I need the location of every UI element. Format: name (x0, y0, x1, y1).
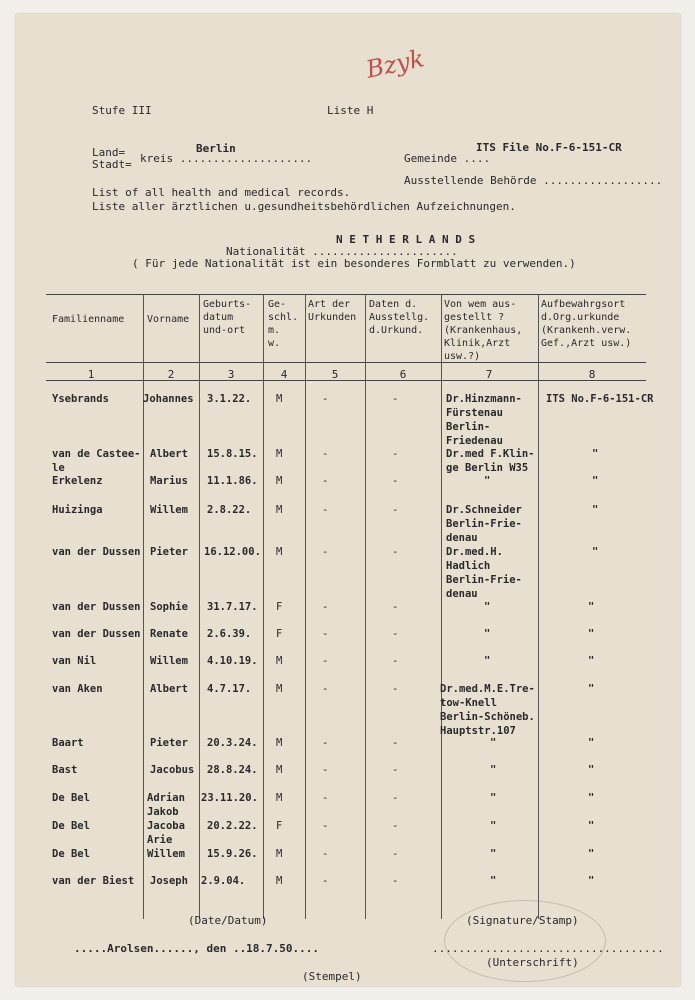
row-daten: - (392, 848, 399, 860)
row-aufbewahrungsort: " (592, 448, 599, 460)
row-geschlecht: M (276, 683, 283, 695)
column-header-geschlecht: Ge- schl. m. w. (268, 299, 299, 349)
stufe-label: Stufe III (92, 104, 152, 117)
row-geburtsdatum: 15.9.26. (207, 848, 258, 860)
row-daten: - (392, 393, 399, 405)
column-number: 5 (331, 368, 339, 381)
row-daten: - (392, 504, 399, 516)
row-aufbewahrungsort: " (588, 764, 595, 776)
column-header-aufbewahrungsort: Aufbewahrgsort d.Org.urkunde (Krankenh.verw. Gef.,Arzt usw.) (541, 299, 632, 349)
table-header-line (46, 362, 646, 363)
row-vorname: Willem (150, 655, 188, 667)
row-daten: - (392, 737, 399, 749)
column-header-vorname: Vorname (147, 314, 190, 325)
nationality-value: N E T H E R L A N D S (336, 233, 476, 246)
row-geburtsdatum: 15.8.15. (207, 448, 258, 460)
row-art: - (322, 504, 329, 516)
row-art: - (322, 820, 329, 832)
row-geschlecht: M (276, 737, 283, 749)
column-divider (263, 294, 264, 919)
city-value: Berlin (196, 142, 236, 155)
column-header-daten: Daten d. Ausstellg. d.Urkund. (369, 299, 430, 336)
handwritten-note: Bzyk (363, 44, 427, 84)
column-header-familienname: Familienname (52, 314, 125, 325)
row-von-wem: " (490, 875, 497, 887)
row-vorname: Willem (150, 504, 188, 516)
row-art: - (322, 875, 329, 887)
row-daten: - (392, 448, 399, 460)
row-daten: - (392, 820, 399, 832)
unterschrift-label: (Unterschrift) (486, 956, 579, 969)
row-geschlecht: F (276, 601, 283, 613)
its-file-number: ITS File No.F-6-151-CR (476, 141, 622, 154)
row-familienname: van der Dussen (52, 601, 141, 613)
row-aufbewahrungsort: " (588, 848, 595, 860)
date-label: (Date/Datum) (188, 914, 268, 927)
table-number-line (46, 380, 646, 381)
row-art: - (322, 393, 329, 405)
stempel-label: (Stempel) (302, 970, 362, 983)
row-familienname: van der Biest (52, 875, 135, 887)
column-header-von-wem: Von wem aus- gestellt ? (Krankenhaus, Klinik,Arzt usw.?) (444, 299, 523, 362)
column-number: 7 (485, 368, 493, 381)
row-daten: - (392, 546, 399, 558)
row-vorname: Albert (150, 448, 188, 460)
row-von-wem: " (484, 655, 491, 667)
row-art: - (322, 628, 329, 640)
row-geburtsdatum: 16.12.00. (204, 546, 261, 558)
row-familienname: De Bel (52, 792, 90, 804)
row-art: - (322, 848, 329, 860)
column-number: 1 (87, 368, 95, 381)
row-vorname: Sophie (150, 601, 188, 613)
row-aufbewahrungsort: " (588, 655, 595, 667)
row-aufbewahrungsort: " (588, 737, 595, 749)
row-vorname: Renate (150, 628, 188, 640)
row-aufbewahrungsort: " (588, 792, 595, 804)
gemeinde-field: Gemeinde .... (404, 152, 491, 165)
row-vorname: Pieter (150, 546, 188, 558)
column-number: 6 (399, 368, 407, 381)
row-von-wem: " (484, 601, 491, 613)
row-von-wem: Dr.Schneider Berlin-Frie- denau (446, 504, 522, 544)
row-geburtsdatum: 2.9.04. (201, 875, 246, 887)
row-geschlecht: M (276, 504, 283, 516)
row-von-wem: " (490, 792, 497, 804)
row-von-wem: Dr.med.M.E.Tre- tow-Knell Berlin-Schöneb. Hauptstr.107 (440, 683, 535, 737)
row-daten: - (392, 628, 399, 640)
signature-line: ................................... (432, 942, 664, 955)
row-geburtsdatum: 4.7.17. (207, 683, 252, 695)
row-art: - (322, 475, 329, 487)
land-label: Land= (92, 146, 126, 159)
row-art: - (322, 683, 329, 695)
row-geschlecht: M (276, 475, 283, 487)
row-daten: - (392, 475, 399, 487)
nationality-note: ( Für jede Nationalität ist ein besonderes Formblatt zu verwenden.) (132, 257, 576, 270)
title-english: List of all health and medical records. (92, 186, 351, 199)
row-aufbewahrungsort: " (588, 820, 595, 832)
row-geburtsdatum: 2.8.22. (207, 504, 252, 516)
row-geburtsdatum: 2.6.39. (207, 628, 252, 640)
row-art: - (322, 601, 329, 613)
row-aufbewahrungsort: " (592, 546, 599, 558)
row-aufbewahrungsort: " (588, 601, 595, 613)
row-vorname: Willem (147, 848, 185, 860)
column-number: 3 (227, 368, 235, 381)
row-geschlecht: M (276, 764, 283, 776)
column-divider (365, 294, 366, 919)
stadt-label: Stadt= (92, 158, 132, 171)
row-geburtsdatum: 28.8.24. (207, 764, 258, 776)
column-number: 4 (280, 368, 288, 381)
row-art: - (322, 448, 329, 460)
row-familienname: Erkelenz (52, 475, 103, 487)
column-header-geburtsdatum: Geburts- datum und-ort (203, 299, 252, 336)
row-von-wem: " (490, 820, 497, 832)
row-art: - (322, 546, 329, 558)
row-art: - (322, 655, 329, 667)
place-and-date: .....Arolsen......, den ..18.7.50.... (74, 942, 320, 955)
row-familienname: van de Castee- le (52, 448, 141, 474)
row-geschlecht: F (276, 820, 283, 832)
row-von-wem: Dr.med F.Klin- ge Berlin W35 (446, 448, 535, 474)
behoerde-field: Ausstellende Behörde .................. (404, 174, 663, 187)
column-number: 8 (588, 368, 596, 381)
row-vorname: Jacoba Arie (147, 820, 185, 846)
row-familienname: van Nil (52, 655, 97, 667)
row-vorname: Marius (150, 475, 188, 487)
row-familienname: van der Dussen (52, 628, 141, 640)
row-geburtsdatum: 23.11.20. (201, 792, 258, 804)
row-geschlecht: M (276, 655, 283, 667)
row-familienname: Bast (52, 764, 78, 776)
row-geschlecht: M (276, 792, 283, 804)
row-daten: - (392, 655, 399, 667)
row-geburtsdatum: 20.3.24. (207, 737, 258, 749)
row-aufbewahrungsort: " (592, 504, 599, 516)
column-divider (143, 294, 144, 919)
row-familienname: van Aken (52, 683, 103, 695)
row-geburtsdatum: 20.2.22. (207, 820, 258, 832)
row-familienname: van der Dussen (52, 546, 141, 558)
row-vorname: Joseph (150, 875, 188, 887)
column-divider (538, 294, 539, 919)
signature-label: (Signature/Stamp) (466, 914, 579, 927)
row-vorname: Albert (150, 683, 188, 695)
kreis-field: kreis .................... (140, 152, 313, 165)
row-art: - (322, 792, 329, 804)
row-daten: - (392, 683, 399, 695)
table-top-line (46, 294, 646, 295)
row-vorname: Adrian Jakob (147, 792, 185, 818)
row-familienname: De Bel (52, 820, 90, 832)
row-von-wem: " (484, 628, 491, 640)
row-von-wem: " (484, 475, 491, 487)
row-aufbewahrungsort: " (588, 683, 595, 695)
row-daten: - (392, 792, 399, 804)
column-divider (199, 294, 200, 919)
row-geburtsdatum: 4.10.19. (207, 655, 258, 667)
row-daten: - (392, 764, 399, 776)
row-geburtsdatum: 3.1.22. (207, 393, 252, 405)
row-aufbewahrungsort: " (592, 475, 599, 487)
row-geschlecht: M (276, 448, 283, 460)
column-number: 2 (167, 368, 175, 381)
row-von-wem: " (490, 737, 497, 749)
liste-label: Liste H (327, 104, 374, 117)
faded-stamp (444, 900, 606, 982)
row-vorname: Pieter (150, 737, 188, 749)
row-familienname: Baart (52, 737, 84, 749)
row-von-wem: Dr.Hinzmann- Fürstenau Berlin- Friedenau (446, 393, 522, 447)
row-aufbewahrungsort: ITS No.F-6-151-CR (546, 393, 654, 405)
row-von-wem: Dr.med.H. Hadlich Berlin-Frie- denau (446, 546, 522, 600)
row-geschlecht: M (276, 875, 283, 887)
row-daten: - (392, 601, 399, 613)
row-familienname: Ysebrands (52, 393, 109, 405)
row-aufbewahrungsort: " (588, 875, 595, 887)
row-vorname: Jacobus (150, 764, 195, 776)
column-divider (305, 294, 306, 919)
row-geburtsdatum: 11.1.86. (207, 475, 258, 487)
row-vorname: Johannes (143, 393, 194, 405)
title-german: Liste aller ärztlichen u.gesundheitsbehördlichen Aufzeichnungen. (92, 200, 516, 213)
row-von-wem: " (490, 848, 497, 860)
nationality-label: Nationalität ...................... (226, 245, 458, 258)
column-header-art: Art der Urkunden (308, 299, 357, 323)
row-von-wem: " (490, 764, 497, 776)
row-familienname: Huizinga (52, 504, 103, 516)
row-daten: - (392, 875, 399, 887)
row-geschlecht: M (276, 393, 283, 405)
row-art: - (322, 764, 329, 776)
row-aufbewahrungsort: " (588, 628, 595, 640)
row-art: - (322, 737, 329, 749)
row-geschlecht: M (276, 848, 283, 860)
column-divider (441, 294, 442, 919)
row-geburtsdatum: 31.7.17. (207, 601, 258, 613)
row-geschlecht: F (276, 628, 283, 640)
row-geschlecht: M (276, 546, 283, 558)
row-familienname: De Bel (52, 848, 90, 860)
